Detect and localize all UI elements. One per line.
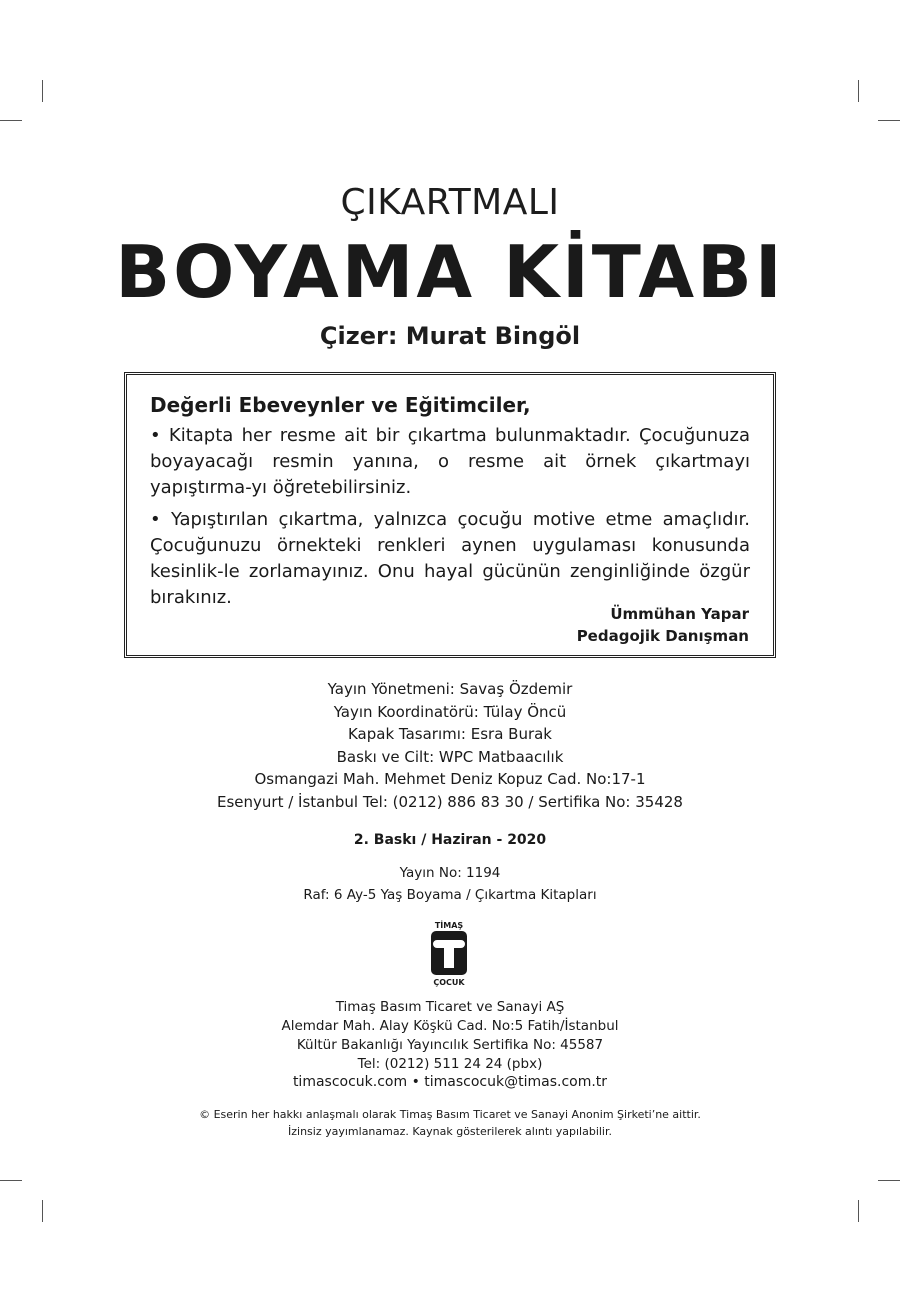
edition-info: 2. Baskı / Haziran - 2020 (353, 832, 547, 848)
crop-mark (0, 120, 22, 121)
publication-number: Yayın No: 1194 (399, 865, 501, 881)
publisher-address: Alemdar Mah. Alay Köşkü Cad. No:5 Fatih/İstanbul (281, 1018, 619, 1034)
signature-name: Ümmühan Yapar (610, 605, 749, 623)
crop-mark (42, 1200, 43, 1222)
credit-line: Esenyurt / İstanbul Tel: (0212) 886 83 30 / Sertifika No: 35428 (217, 792, 683, 811)
timas-cocuk-logo-icon (426, 918, 472, 988)
notice-heading: Değerli Ebeveynler ve Eğitimciler, (150, 393, 531, 417)
logo-top-text: TİMAŞ (434, 921, 464, 930)
notice-paragraph: • Yapıştırılan çıkartma, yalnızca çocuğu motive etme amaçlıdır. Çocuğunuzu örnekteki renkleri aynen uygulaması konusunda kesinlik-le zorlamayınız. Onu hayal gücünün zenginliğinde özgür bırakınız. (150, 509, 750, 608)
copyright-notice (0, 1106, 900, 1140)
illustrator-credit: Çizer: Murat Bingöl (319, 322, 581, 350)
parent-notice-box (124, 372, 776, 658)
publisher-web: timascocuk.com • timascocuk@timas.com.tr (292, 1074, 608, 1090)
publisher-name: Timaş Basım Ticaret ve Sanayi AŞ (335, 999, 565, 1015)
book-title: BOYAMA KİTABI (115, 230, 785, 314)
credit-line: Osmangazi Mah. Mehmet Deniz Kopuz Cad. No:17-1 (254, 770, 646, 788)
credit-line: Yayın Koordinatörü: Tülay Öncü (333, 702, 567, 721)
crop-mark (858, 1200, 859, 1222)
book-subtitle: ÇIKARTMALI (340, 182, 560, 223)
logo-bottom-text: ÇOCUK (433, 978, 465, 987)
credit-line: Kapak Tasarımı: Esra Burak (347, 725, 552, 743)
notice-paragraph: • Kitapta her resme ait bir çıkartma bulunmaktadır. Çocuğunuza boyayacağı resmin yanına, o resme ait örnek çıkartmayı yapıştırma-yı öğretebilirsiniz. (150, 425, 750, 498)
copyright-line: © Eserin her hakkı anlaşmalı olarak Timaş Basım Ticaret ve Sanayi Anonim Şirketi’ne aittir. (199, 1108, 701, 1121)
notice-signature (577, 603, 749, 647)
credit-line: Baskı ve Cilt: WPC Matbaacılık (336, 747, 564, 766)
crop-mark (878, 1180, 900, 1181)
credit-line: Yayın Yönetmeni: Savaş Özdemir (327, 680, 573, 698)
crop-mark (858, 80, 859, 102)
publisher-certificate: Kültür Bakanlığı Yayıncılık Sertifika No: 45587 (296, 1037, 604, 1053)
crop-mark (878, 120, 900, 121)
crop-mark (42, 80, 43, 102)
publisher-phone: Tel: (0212) 511 24 24 (pbx) (357, 1056, 543, 1072)
crop-mark (0, 1180, 22, 1181)
signature-title: Pedagojik Danışman (576, 627, 749, 645)
shelf-category: Raf: 6 Ay-5 Yaş Boyama / Çıkartma Kitapları (303, 887, 597, 903)
production-credits (0, 678, 900, 813)
publisher-info (0, 998, 900, 1074)
publication-info (0, 862, 900, 906)
copyright-line: İzinsiz yayımlanamaz. Kaynak gösterilerek alıntı yapılabilir. (288, 1125, 612, 1138)
